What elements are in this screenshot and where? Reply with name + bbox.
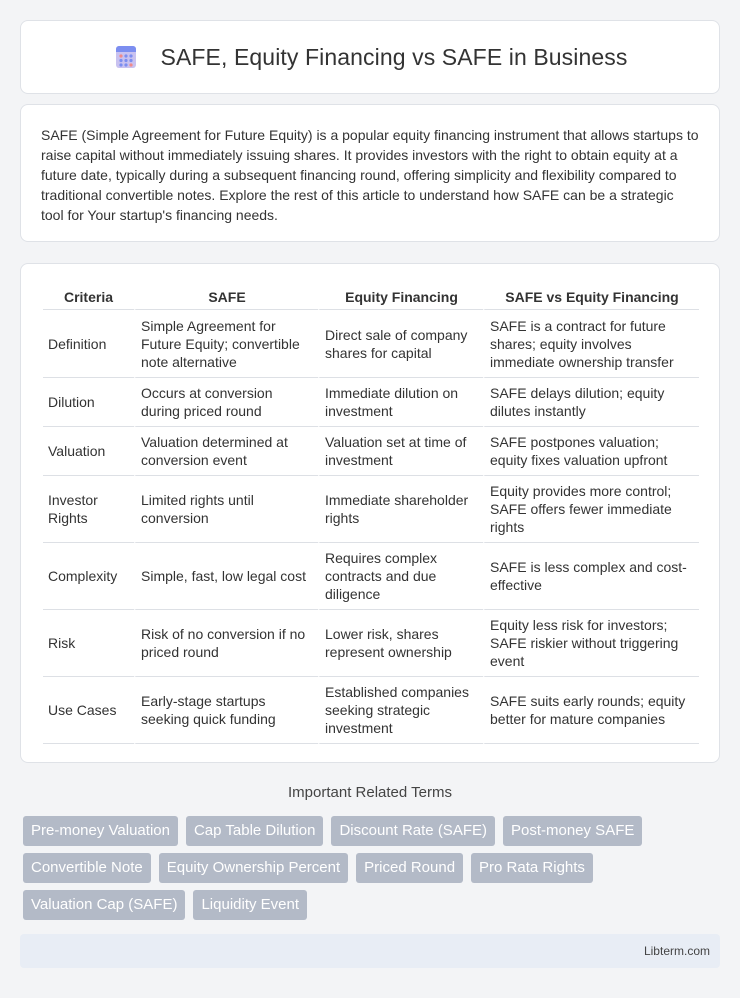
table-cell: Use Cases [43, 677, 134, 744]
tag-row [23, 853, 723, 883]
table-cell: SAFE suits early rounds; equity better for mature companies [483, 677, 699, 744]
table-row [43, 543, 699, 610]
column-header: SAFE [134, 284, 318, 310]
table-cell: SAFE is less complex and cost-effective [483, 543, 699, 610]
comparison-table [43, 284, 699, 744]
footer [20, 934, 720, 968]
title-wrap [113, 44, 628, 71]
related-terms-list [23, 816, 723, 927]
table-cell: Simple Agreement for Future Equity; convertible note alternative [134, 310, 318, 378]
table-cell: Occurs at conversion during priced round [134, 378, 318, 427]
table-cell: Valuation set at time of investment [318, 427, 483, 476]
table-header-row [43, 284, 699, 310]
table-cell: Investor Rights [43, 476, 134, 543]
related-terms-title: Important Related Terms [288, 784, 452, 801]
related-term-tag[interactable]: Pro Rata Rights [471, 853, 593, 883]
comparison-table-card [20, 263, 720, 763]
table-row [43, 378, 699, 427]
table-cell: Equity provides more control; SAFE offers fewer immediate rights [483, 476, 699, 543]
intro-card [20, 104, 720, 242]
page-title: SAFE, Equity Financing vs SAFE in Business [160, 43, 628, 70]
column-header: SAFE vs Equity Financing [483, 284, 699, 310]
table-row [43, 677, 699, 744]
table-cell: Direct sale of company shares for capital [318, 310, 483, 378]
header-card [20, 20, 720, 94]
table-cell: SAFE is a contract for future shares; equity involves immediate ownership transfer [483, 310, 699, 378]
table-cell: Established companies seeking strategic investment [318, 677, 483, 744]
table-cell: SAFE delays dilution; equity dilutes instantly [483, 378, 699, 427]
table-cell: Early-stage startups seeking quick funding [134, 677, 318, 744]
table-cell: Dilution [43, 378, 134, 427]
table-row [43, 310, 699, 378]
related-term-tag[interactable]: Valuation Cap (SAFE) [23, 890, 185, 920]
table-cell: Lower risk, shares represent ownership [318, 610, 483, 677]
table-row [43, 476, 699, 543]
column-header: Equity Financing [318, 284, 483, 310]
table-row [43, 610, 699, 677]
table-cell: Immediate dilution on investment [318, 378, 483, 427]
related-term-tag[interactable]: Cap Table Dilution [186, 816, 323, 846]
table-cell: Definition [43, 310, 134, 378]
table-row [43, 427, 699, 476]
tag-row [23, 890, 723, 920]
table-cell: Immediate shareholder rights [318, 476, 483, 543]
table-cell: Simple, fast, low legal cost [134, 543, 318, 610]
related-term-tag[interactable]: Liquidity Event [193, 890, 307, 920]
calculator-icon [113, 44, 139, 70]
footer-site-link[interactable]: Libterm.com [643, 944, 710, 958]
table-cell: Risk [43, 610, 134, 677]
related-term-tag[interactable]: Equity Ownership Percent [159, 853, 348, 883]
table-cell: Equity less risk for investors; SAFE riskier without triggering event [483, 610, 699, 677]
table-cell: Complexity [43, 543, 134, 610]
related-term-tag[interactable]: Convertible Note [23, 853, 151, 883]
tag-row [23, 816, 723, 846]
intro-paragraph: SAFE (Simple Agreement for Future Equity) is a popular equity financing instrument that allows startups to raise capital without immediately issuing shares. It provides investors with the right to obtain equity at a future date, typically during a subsequent financing round, offering simplicity and flexibility compared to traditional convertible notes. Explore the rest of this article to understand how SAFE can be a strategic tool for Your startup's financing needs. [41, 127, 699, 223]
table-cell: Valuation determined at conversion event [134, 427, 318, 476]
table-cell: SAFE postpones valuation; equity fixes valuation upfront [483, 427, 699, 476]
table-cell: Risk of no conversion if no priced round [134, 610, 318, 677]
column-header: Criteria [43, 284, 134, 310]
related-term-tag[interactable]: Priced Round [356, 853, 463, 883]
table-cell: Limited rights until conversion [134, 476, 318, 543]
related-term-tag[interactable]: Discount Rate (SAFE) [331, 816, 495, 846]
table-cell: Requires complex contracts and due diligence [318, 543, 483, 610]
related-term-tag[interactable]: Pre-money Valuation [23, 816, 178, 846]
related-term-tag[interactable]: Post-money SAFE [503, 816, 642, 846]
table-cell: Valuation [43, 427, 134, 476]
